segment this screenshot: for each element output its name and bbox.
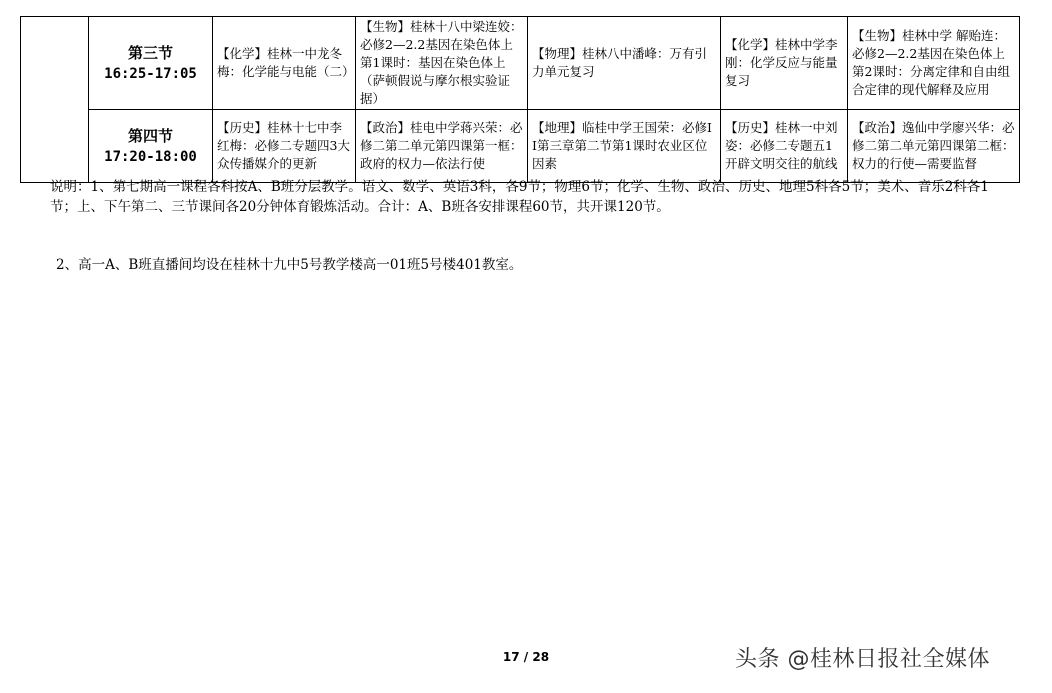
period-time: 16:25-17:05: [104, 65, 197, 82]
classroom-note: 2、高一A、B班直播间均设在桂林十九中5号教学楼高一01班5号楼401教室。: [56, 257, 523, 273]
lesson-cell: 【地理】临桂中学王国荣：必修II第三章第二节第1课时农业区位因素: [528, 110, 721, 183]
lesson-cell: 【生物】桂林中学 解贻连：必修2—2.2基因在染色体上 第2课时：分离定律和自由组合定律的现代解释及应用: [848, 17, 1020, 110]
page-number: 17 / 28: [502, 650, 550, 664]
blank-cell: [21, 17, 89, 183]
schedule-table: [20, 16, 1020, 183]
period-cell: [89, 110, 213, 183]
table-row: [21, 110, 1020, 183]
explanation-note: 说明：1、第七期高一课程各科按A、B班分层教学。语文、数学、英语3科，各9节；物理6节；化学、生物、政治、历史、地理5科各5节；美术、音乐2科各1节；上、下午第二、三节课间各20分钟体育锻炼活动。合计：A、B班各安排课程60节，共开课120节。: [50, 179, 989, 215]
lesson-cell: 【历史】桂林十七中李红梅：必修二专题四3大众传播媒介的更新: [213, 110, 356, 183]
lesson-cell: 【政治】桂电中学蒋兴荣：必修二第二单元第四课第一框：政府的权力—依法行使: [356, 110, 528, 183]
lesson-cell: 【化学】桂林一中龙冬梅：化学能与电能（二）: [213, 17, 356, 110]
table-row: [21, 17, 1020, 110]
period-time: 17:20-18:00: [104, 148, 197, 165]
lesson-cell: 【历史】桂林一中刘姿：必修二专题五1开辟文明交往的航线: [721, 110, 848, 183]
lesson-cell: 【物理】桂林八中潘峰：万有引力单元复习: [528, 17, 721, 110]
period-name: 第四节: [127, 126, 173, 145]
lesson-cell: 【生物】桂林十八中梁连姣：必修2—2.2基因在染色体上 第1课时：基因在染色体上（萨顿假说与摩尔根实验证据）: [356, 17, 528, 110]
lesson-cell: 【化学】桂林中学李刚：化学反应与能量复习: [721, 17, 848, 110]
period-cell: [89, 17, 213, 110]
watermark: 头条 @桂林日报社全媒体: [735, 647, 990, 672]
lesson-cell: 【政治】逸仙中学廖兴华：必修二第二单元第四课第二框：权力的行使—需要监督: [848, 110, 1020, 183]
period-name: 第三节: [127, 43, 173, 62]
